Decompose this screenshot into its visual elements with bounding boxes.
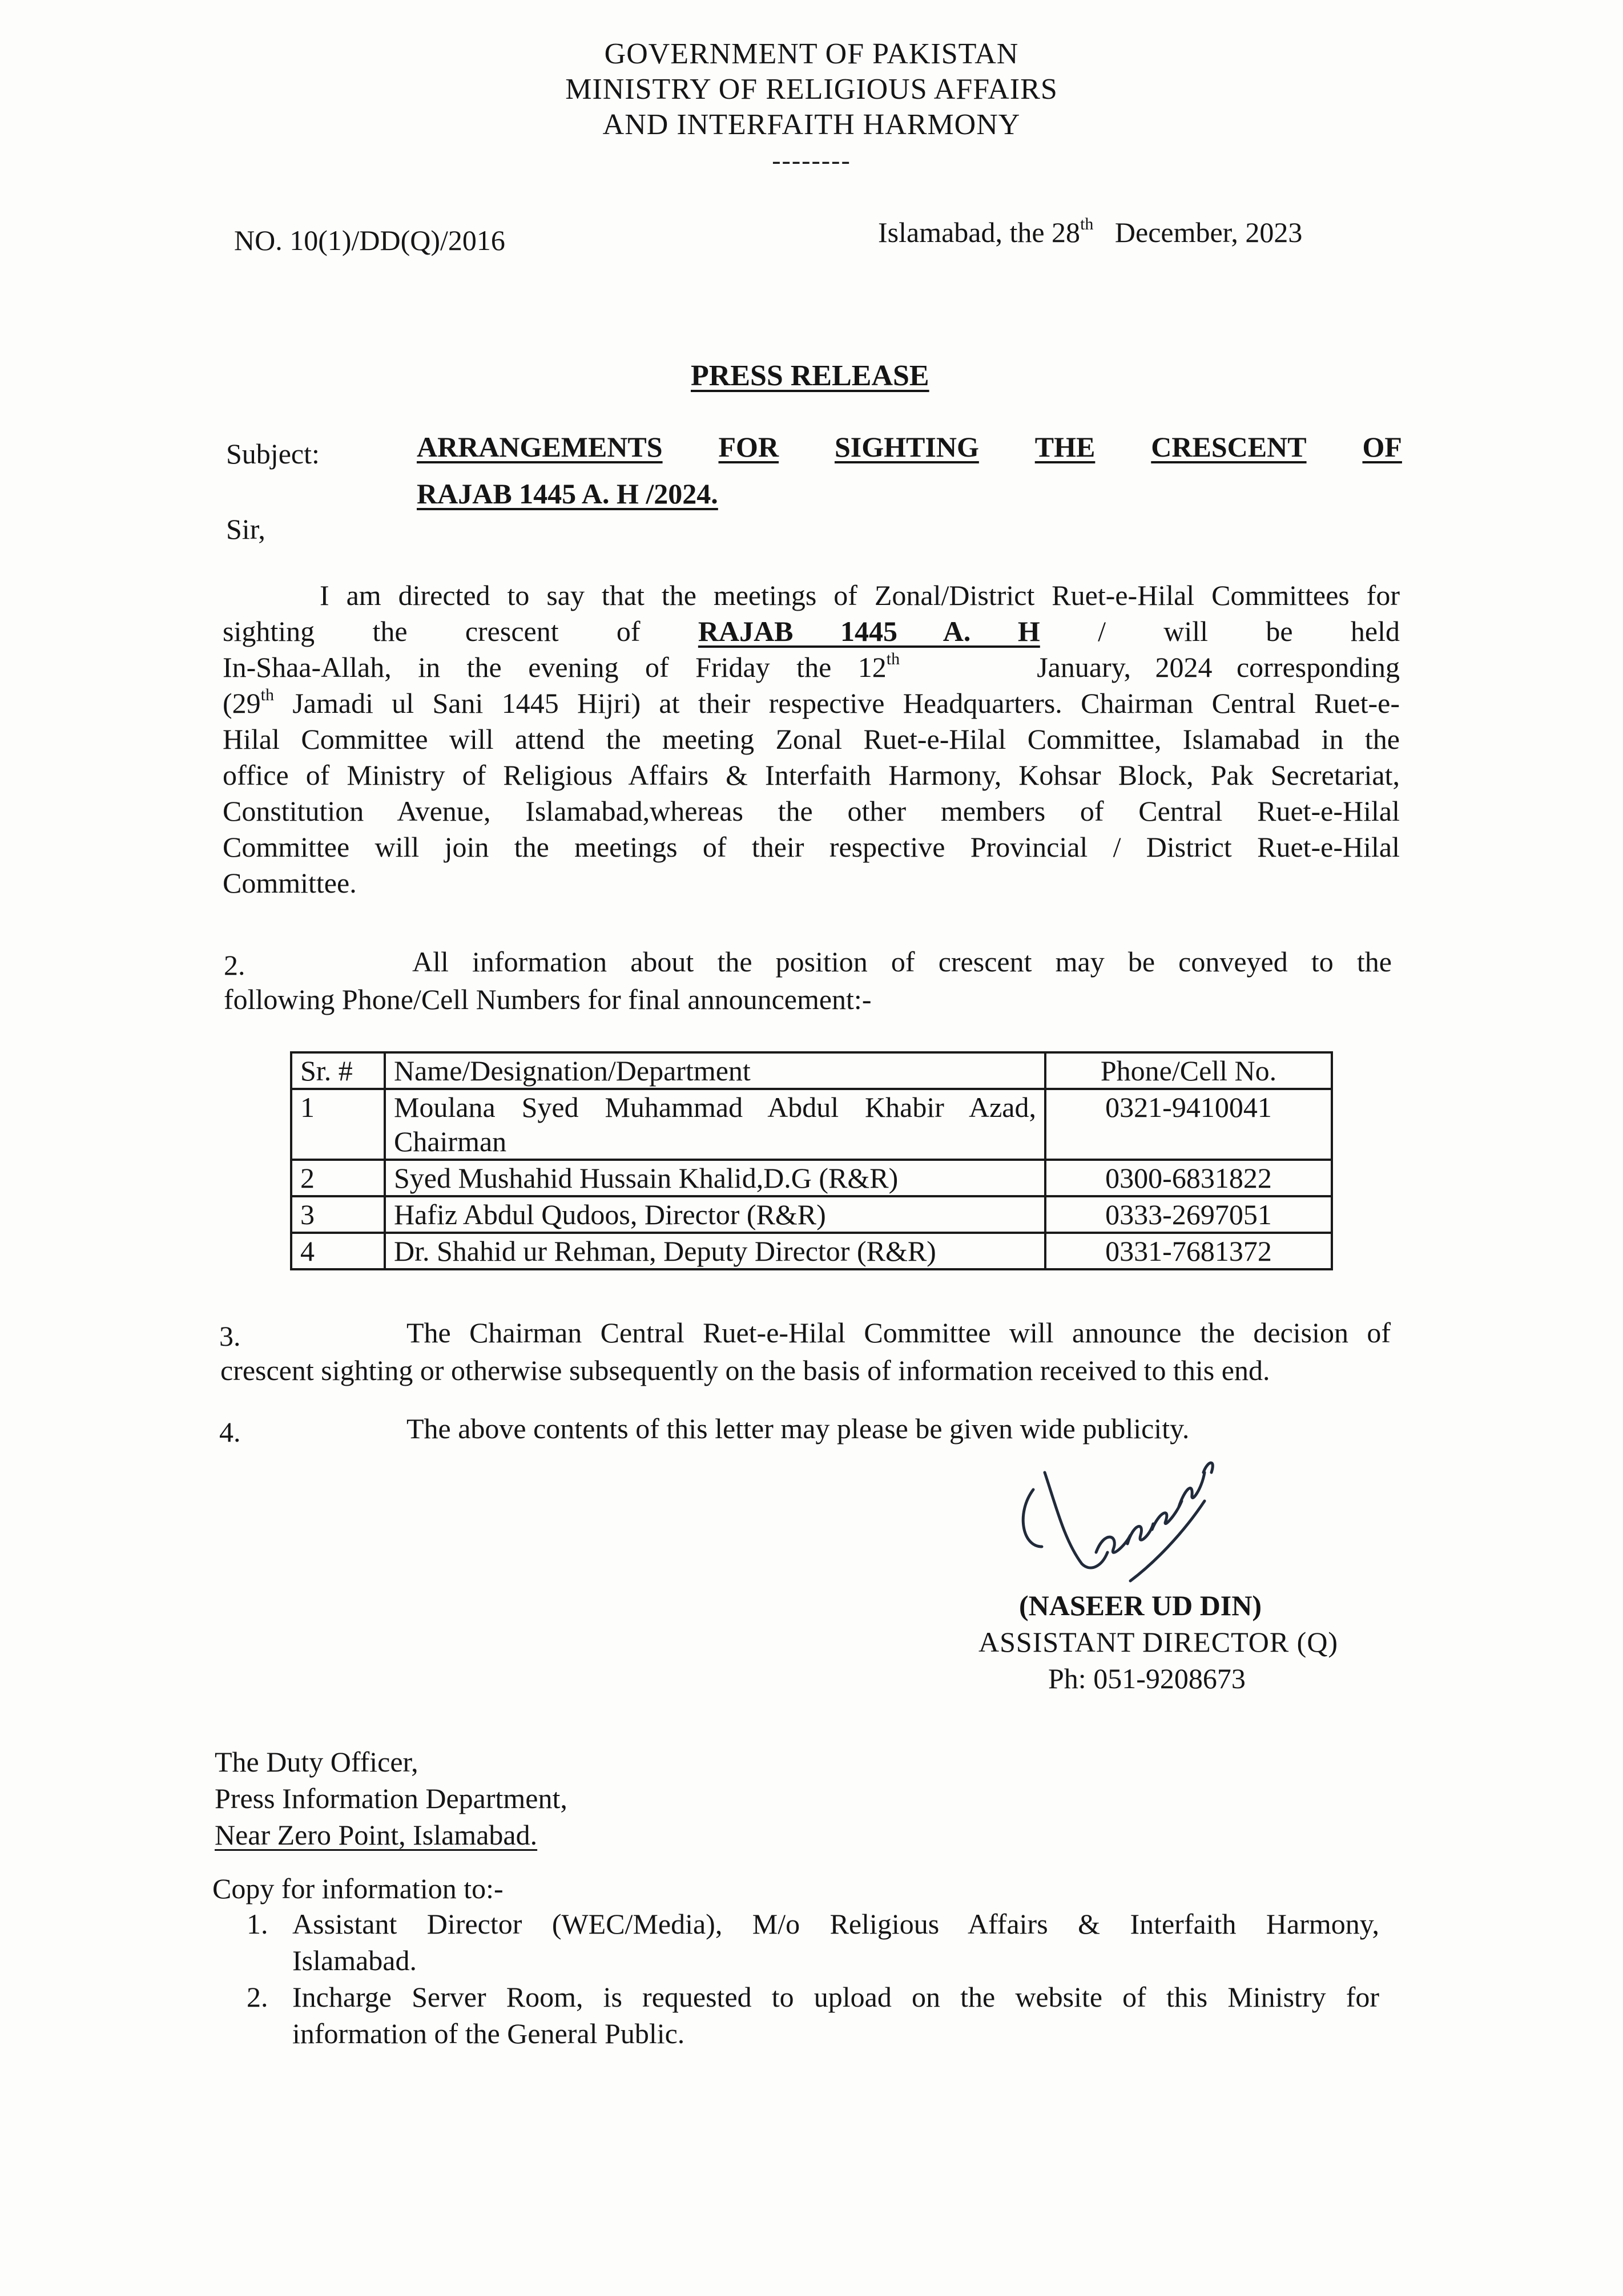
paragraph-1-line: Committee will join the meetings of their respective Provincial / District Ruet-e-Hilal <box>223 831 1400 863</box>
paragraph-1-line: (29th Jamadi ul Sani 1445 Hijri) at their respective Headquarters. Chairman Central Ruet-e- <box>223 685 1400 719</box>
subject-label: Subject: <box>226 438 320 470</box>
row-phone: 0321-9410041 <box>1045 1089 1332 1160</box>
column-header: Name/Designation/Department <box>385 1052 1045 1089</box>
salutation: Sir, <box>226 513 265 545</box>
date-place-day: Islamabad, the 28 <box>878 216 1081 248</box>
press-release-title: PRESS RELEASE <box>691 360 929 392</box>
date-month-year: December, 2023 <box>1114 216 1303 248</box>
paragraph-4-text: The above contents of this letter may please be given wide publicity. <box>406 1413 1190 1444</box>
table-header-row <box>291 1052 1332 1089</box>
paragraph-1 <box>223 578 1400 901</box>
subject-word: FOR <box>718 431 779 463</box>
paragraph-3-number: 3. <box>219 1320 241 1352</box>
row-phone: 0333-2697051 <box>1045 1196 1332 1233</box>
letter-date <box>878 215 1302 250</box>
copy-to-item-line: Islamabad. <box>292 1944 417 1976</box>
paragraph-2-line-1: All information about the position of crescent may be conveyed to the <box>412 946 1392 978</box>
paragraph-3-line-1: The Chairman Central Ruet-e-Hilal Committee will announce the decision of <box>406 1317 1391 1349</box>
copy-to-item-number: 2. <box>247 1981 268 2013</box>
copy-to-item-line: information of the General Public. <box>292 2017 685 2049</box>
month-highlight: RAJAB 1445 A. H <box>698 615 1040 647</box>
paragraph-1-line: Committee. <box>223 867 357 899</box>
copy-to-item-line: Incharge Server Room, is requested to upload on the website of this Ministry for <box>292 1981 1379 2013</box>
paragraph-1-line: Constitution Avenue, Islamabad,whereas the other members of Central Ruet-e-Hilal <box>223 795 1400 827</box>
paragraph-1-line: Hilal Committee will attend the meeting Zonal Ruet-e-Hilal Committee, Islamabad in the <box>223 723 1400 755</box>
paragraph-2-number: 2. <box>224 949 245 981</box>
letterhead-government: GOVERNMENT OF PAKISTAN <box>604 38 1019 70</box>
row-name: Syed Mushahid Hussain Khalid,D.G (R&R) <box>385 1160 1045 1196</box>
subject-line-2: RAJAB 1445 A. H /2024. <box>417 478 718 510</box>
column-header: Phone/Cell No. <box>1045 1052 1332 1089</box>
signatory-name: (NASEER UD DIN) <box>1019 1589 1262 1621</box>
table-row <box>291 1196 1332 1233</box>
paragraph-1-line: office of Ministry of Religious Affairs & Interfaith Harmony, Kohsar Block, Pak Secretariat, <box>223 759 1400 791</box>
column-header: Sr. # <box>291 1052 385 1089</box>
letterhead-ministry-cont: AND INTERFAITH HARMONY <box>602 108 1021 141</box>
signature-graphic <box>1010 1450 1227 1592</box>
paragraph-1-line: In-Shaa-Allah, in the evening of Friday the 12th January, 2024 corresponding <box>223 649 1400 683</box>
paragraph-1-line: sighting the crescent of RAJAB 1445 A. H / will be held <box>223 614 1400 649</box>
addressee-line-1: The Duty Officer, <box>215 1746 418 1778</box>
addressee-line-2: Press Information Department, <box>215 1782 567 1814</box>
subject-word: ARRANGEMENTS <box>417 431 663 463</box>
letterhead-ministry: MINISTRY OF RELIGIOUS AFFAIRS <box>565 73 1058 106</box>
handwritten-signature <box>1010 1450 1227 1592</box>
paragraph-4-number: 4. <box>219 1416 241 1448</box>
table-row <box>291 1233 1332 1269</box>
row-name: Moulana Syed Muhammad Abdul Khabir Azad, Chairman <box>385 1089 1045 1160</box>
row-serial: 2 <box>291 1160 385 1196</box>
table-row <box>291 1089 1332 1160</box>
row-serial: 3 <box>291 1196 385 1233</box>
subject-word: CRESCENT <box>1151 431 1307 463</box>
contacts-table <box>290 1051 1333 1270</box>
paragraph-2-line-2: following Phone/Cell Numbers for final announcement:- <box>224 983 872 1015</box>
row-phone: 0331-7681372 <box>1045 1233 1332 1269</box>
row-name: Hafiz Abdul Qudoos, Director (R&R) <box>385 1196 1045 1233</box>
paragraph-3-line-2: crescent sighting or otherwise subsequently on the basis of information received to this end. <box>220 1354 1270 1386</box>
date-day-suffix: th <box>1080 215 1094 233</box>
row-serial: 4 <box>291 1233 385 1269</box>
subject-word: SIGHTING <box>834 431 979 463</box>
paragraph-1-line: I am directed to say that the meetings of Zonal/District Ruet-e-Hilal Committees for <box>320 579 1400 611</box>
reference-number: NO. 10(1)/DD(Q)/2016 <box>234 224 505 256</box>
subject-word: OF <box>1362 431 1402 463</box>
copy-to-item-line: Assistant Director (WEC/Media), M/o Religious Affairs & Interfaith Harmony, <box>292 1908 1379 1940</box>
letterhead-divider: -------- <box>772 146 851 175</box>
addressee-line-3: Near Zero Point, Islamabad. <box>215 1819 538 1851</box>
copy-to-heading: Copy for information to:- <box>212 1873 504 1904</box>
table-row <box>291 1160 1332 1196</box>
row-name: Dr. Shahid ur Rehman, Deputy Director (R&R) <box>385 1233 1045 1269</box>
subject-word: THE <box>1034 431 1096 463</box>
subject-line-1 <box>417 429 1402 465</box>
signatory-designation: ASSISTANT DIRECTOR (Q) <box>978 1626 1339 1658</box>
copy-to-item-number: 1. <box>247 1908 268 1940</box>
row-serial: 1 <box>291 1089 385 1160</box>
signatory-phone: Ph: 051-9208673 <box>1048 1663 1246 1694</box>
row-phone: 0300-6831822 <box>1045 1160 1332 1196</box>
